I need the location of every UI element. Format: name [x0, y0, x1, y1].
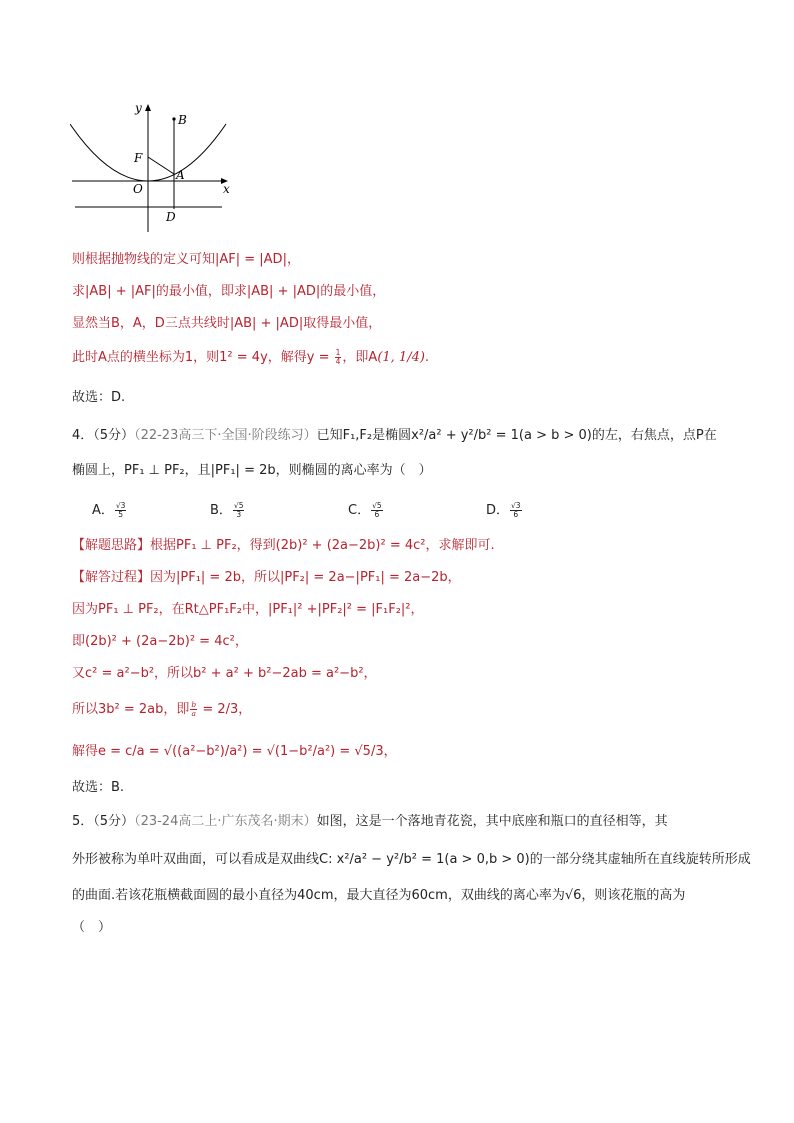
q3-point: (1, 1/4)	[377, 350, 425, 365]
q4-solution-process-line-2: 因为PF₁ ⊥ PF₂，在Rt△PF₁F₂中，|PF₁|² +|PF₂|² = |F₁F₂|²，	[72, 602, 424, 617]
q4-option-c-den: 6	[374, 510, 380, 519]
q4-option-d-value	[510, 502, 522, 519]
q4-option-d-letter: D．	[486, 503, 510, 518]
q3-answer: 故选：D.	[72, 390, 126, 405]
q4-number: 4．	[72, 428, 94, 443]
y-axis-arrow	[145, 104, 151, 111]
q3-frac-num: 1	[335, 348, 341, 357]
q3-line4-end: .	[424, 350, 430, 365]
q4-option-b-num: √5	[233, 501, 244, 510]
q4-option-c-value	[371, 502, 383, 519]
label-F: F	[134, 151, 143, 165]
q4-stem-line-1	[72, 426, 717, 446]
segment-FA	[148, 157, 174, 174]
q4-idea-tag: 【解题思路】	[72, 538, 151, 553]
q4-option-c[interactable]	[348, 499, 384, 519]
q4-answer: 故选：B.	[72, 780, 125, 795]
parabola-figure	[70, 100, 240, 235]
q4-option-a-value	[115, 502, 127, 519]
label-A: A	[176, 168, 185, 182]
q5-stem-line-3: 的曲面.若该花瓶横截面圆的最小直径为40cm，最大直径为60cm，双曲线的离心率为√6，则该花瓶的高为	[72, 888, 686, 903]
q5-stem-1: 如图，这是一个落地青花瓷，其中底座和瓶口的直径相等，其	[316, 814, 668, 829]
q4-option-a-letter: A．	[92, 503, 114, 518]
q4-solution-idea	[72, 536, 495, 556]
q5-stem-line-4: （ ）	[72, 920, 112, 935]
q4-solution-process-line-4: 又c² = a²−b²，所以b² + a² + b²−2ab = a²−b²，	[72, 666, 377, 681]
q4-option-b-value	[233, 502, 245, 519]
label-D: D	[166, 210, 176, 224]
q4-proc-1: 因为|PF₁| = 2b，所以|PF₂| = 2a−|PF₁| = 2a−2b，	[150, 570, 461, 585]
q4-option-d[interactable]	[486, 499, 523, 519]
label-x: x	[223, 182, 230, 196]
q4-proc5-fraction	[190, 701, 197, 718]
q5-source: （23-24高二上·广东茂名·期末）	[134, 814, 317, 829]
q3-solution-line-2: 求|AB| + |AF|的最小值，即求|AB| + |AD|的最小值，	[72, 284, 386, 299]
q4-idea-text: 根据PF₁ ⊥ PF₂，得到(2b)² + (2a−2b)² = 4c²，求解即可.	[150, 538, 495, 553]
q4-stem-line-2: 椭圆上，PF₁ ⊥ PF₂，且|PF₁| = 2b，则椭圆的离心率为（ ）	[72, 463, 432, 478]
q5-score: （5分）	[93, 814, 135, 829]
q4-proc5-pre: 所以3b² = 2ab，即	[72, 702, 190, 717]
point-B	[172, 117, 175, 120]
q5-number: 5．	[72, 814, 94, 829]
q4-proc-tag: 【解答过程】	[72, 570, 151, 585]
q3-line4-pre: 此时A点的横坐标为1，则1² = 4y，解得y =	[72, 350, 334, 365]
q4-option-d-num: √3	[511, 501, 521, 510]
q4-option-b[interactable]	[210, 499, 245, 519]
q4-option-b-den: 3	[236, 510, 242, 519]
q4-proc5-post: = 2/3，	[198, 702, 252, 717]
q5-stem-line-1	[72, 812, 668, 832]
q4-option-d-den: 6	[513, 510, 519, 519]
q4-source: （22-23高三下·全国·阶段练习）	[134, 428, 317, 443]
q4-score: （5分）	[93, 428, 135, 443]
q4-option-a-den: 5	[118, 510, 124, 519]
q4-option-a-num: √3	[115, 501, 126, 510]
q4-option-c-num: √5	[372, 501, 382, 510]
q4-proc5-den: a	[191, 709, 197, 718]
label-y: y	[135, 101, 142, 115]
q3-solution-line-1: 则根据抛物线的定义可知|AF| = |AD|，	[72, 252, 300, 267]
q5-stem-line-2: 外形被称为单叶双曲面，可以看成是双曲线C: x²/a² − y²/b² = 1(a > 0,b > 0)的一部分绕其虚轴所在直线旋转所形成	[72, 852, 751, 867]
q4-solution-process-line-3: 即(2b)² + (2a−2b)² = 4c²，	[72, 634, 248, 649]
q4-solution-process-line-6: 解得e = c/a = √((a²−b²)/a²) = √(1−b²/a²) = √5/3，	[72, 744, 397, 759]
q3-solution-line-3: 显然当B，A，D三点共线时|AB| + |AD|取得最小值，	[72, 316, 382, 331]
label-O: O	[133, 182, 143, 196]
q4-solution-process-line-5	[72, 700, 251, 720]
q4-solution-process-line-1	[72, 568, 461, 588]
q4-option-b-letter: B．	[210, 503, 232, 518]
q3-solution-line-4	[72, 348, 429, 368]
q4-option-a[interactable]	[92, 499, 127, 519]
q3-fraction	[335, 349, 342, 366]
q4-proc5-num: b	[191, 700, 197, 709]
q3-frac-den: 4	[335, 357, 341, 366]
label-B: B	[178, 113, 187, 127]
q4-option-c-letter: C．	[348, 503, 371, 518]
q3-line4-mid: ，即A	[342, 350, 378, 365]
q4-stem-1: 已知F₁,F₂是椭圆x²/a² + y²/b² = 1(a > b > 0)的左，右焦点，点P在	[316, 428, 717, 443]
